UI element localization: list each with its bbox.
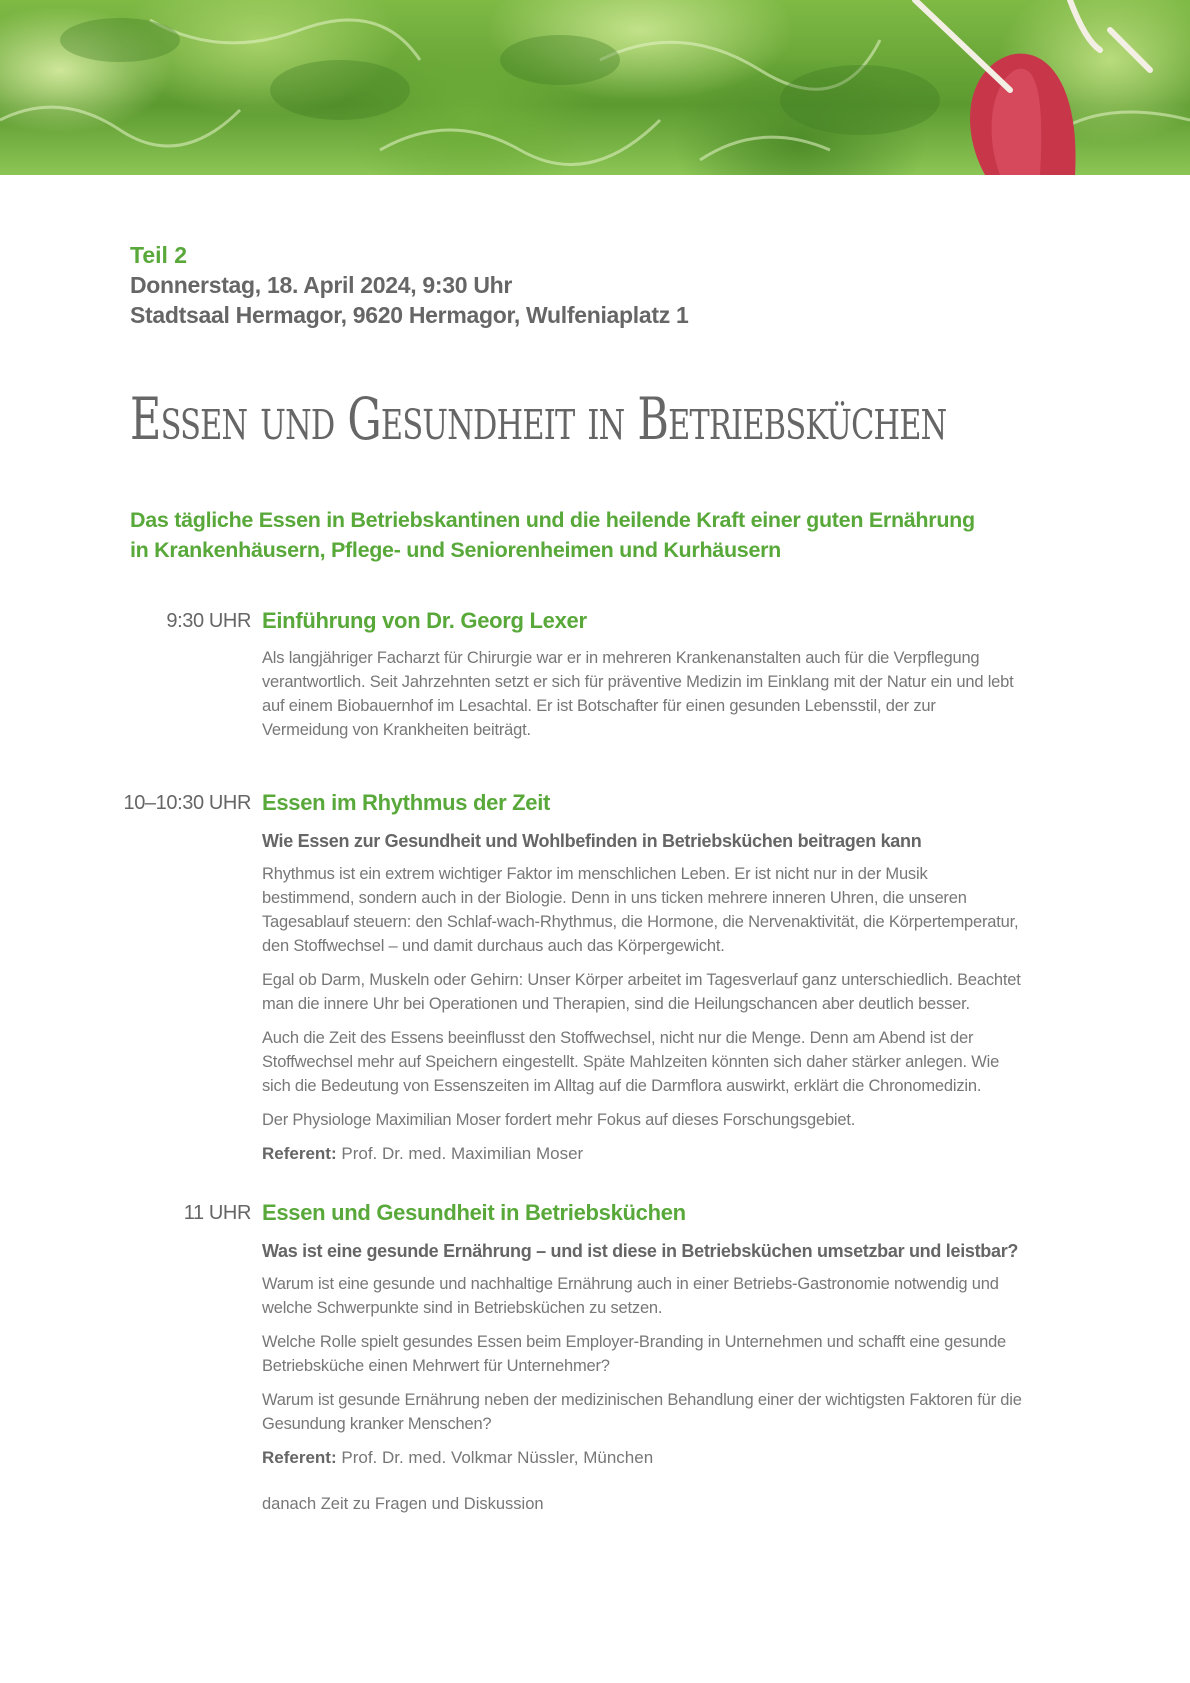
session-title: Essen und Gesundheit in Betriebsküchen [262, 1200, 686, 1225]
session-kitchens [0, 1196, 1190, 1516]
session-speaker [262, 1446, 1022, 1470]
session-intro [0, 604, 1190, 742]
part-label: Teil 2 [130, 242, 188, 268]
speaker-label: Referent: [262, 1144, 337, 1163]
program-schedule [0, 604, 1190, 1516]
session-time: 10–10:30 UHR [123, 792, 251, 814]
session-paragraph: Der Physiologe Maximilian Moser fordert mehr Fokus auf dieses Forschungsgebiet. [262, 1111, 856, 1129]
session-paragraph: Welche Rolle spielt gesundes Essen beim Employer-Branding in Unternehmen und schafft eine gesunde Betriebsküche einen Mehrwert für Unternehmer? [262, 1333, 1007, 1375]
session-rhythm [0, 786, 1190, 1166]
session-time: 9:30 UHR [166, 610, 251, 632]
session-paragraph: Als langjähriger Facharzt für Chirurgie war er in mehreren Krankenanstalten auch für die Verpflegung verantwortlich. Seit Jahrzehnten setzt er sich für präventive Medizin im Einklang mit der Natur ein und lebt auf einem Biobauernhof im Lesachtal. Er ist Botschafter für einen gesunden Lebensstil, der zur Vermeidung von Krankheiten beiträgt. [262, 649, 1014, 739]
event-header [130, 240, 689, 330]
session-paragraph: Egal ob Darm, Muskeln oder Gehirn: Unser Körper arbeitet im Tagesverlauf ganz unterschiedlich. Beachtet man die innere Uhr bei Operationen und Therapien, sind die Heilungschancen aber deutlich besser. [262, 971, 1021, 1013]
session-paragraph: Warum ist eine gesunde und nachhaltige Ernährung auch in einer Betriebs-Gastronomie notwendig und welche Schwerpunkte sind in Betriebsküchen zu setzen. [262, 1275, 999, 1317]
session-paragraph: Auch die Zeit des Essens beeinflusst den Stoffwechsel, nicht nur die Menge. Denn am Abend ist der Stoffwechsel mehr auf Speichern eingestellt. Späte Mahlzeiten könnten sich daher stärker anlegen. Wie sich die Bedeutung von Essenszeiten im Alltag auf die Darmflora auswirkt, erklärt die Chronomedizin. [262, 1029, 1000, 1095]
session-title: Einführung von Dr. Georg Lexer [262, 608, 587, 633]
session-paragraph: Rhythmus ist ein extrem wichtiger Faktor im menschlichen Leben. Er ist nicht nur in der Musik bestimmend, sondern auch in der Biologie. Denn in uns ticken mehrere inneren Uhren, die unseren Tagesablauf steuern: den Schlaf-wach-Rhythmus, die Hormone, die Nervenaktivität, die Körpertemperatur, den Stoffwechsel – und damit durchaus auch das Körpergewicht. [262, 865, 1019, 955]
session-speaker [262, 1142, 1022, 1166]
speaker-label: Referent: [262, 1448, 337, 1467]
header-banner-image [0, 0, 1190, 175]
event-date: Donnerstag, 18. April 2024, 9:30 Uhr [130, 272, 513, 298]
session-subtitle: Was ist eine gesunde Ernährung – und ist diese in Betriebsküchen umsetzbar und leistbar? [262, 1241, 1019, 1261]
lettuce-radish-illustration [0, 0, 1190, 175]
page-subtitle: Das tägliche Essen in Betriebskantinen und die heilende Kraft einer guten Ernährung in Krankenhäusern, Pflege- und Seniorenheimen und Kurhäusern [130, 508, 975, 562]
session-paragraph: Warum ist gesunde Ernährung neben der medizinischen Behandlung einer der wichtigsten Faktoren für die Gesundung kranker Menschen? [262, 1391, 1022, 1433]
session-subtitle: Wie Essen zur Gesundheit und Wohlbefinden in Betriebsküchen beitragen kann [262, 831, 922, 851]
page-title: Essen und Gesundheit in Betriebsküchen [130, 385, 947, 453]
event-location: Stadtsaal Hermagor, 9620 Hermagor, Wulfeniaplatz 1 [130, 302, 689, 328]
session-time: 11 UHR [183, 1202, 251, 1224]
session-title: Essen im Rhythmus der Zeit [262, 790, 551, 815]
closing-note: danach Zeit zu Fragen und Diskussion [262, 1495, 544, 1513]
speaker-name: Prof. Dr. med. Maximilian Moser [341, 1144, 584, 1163]
speaker-name: Prof. Dr. med. Volkmar Nüssler, München [341, 1448, 654, 1467]
